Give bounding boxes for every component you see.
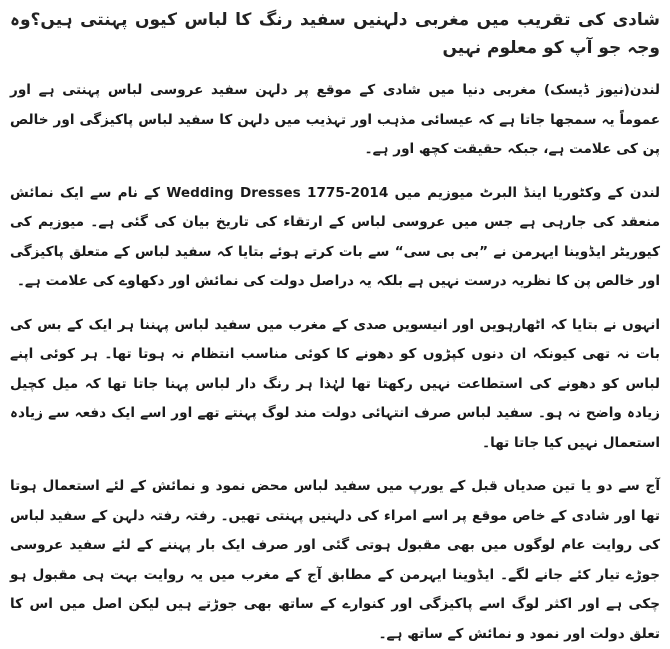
article-headline: شادی کی تقریب میں مغربی دلہنیں سفید رنگ کا لباس کیوں پہنتی ہیں؟وہ وجہ جو آپ کو معلوم نہیں (10, 10, 660, 58)
article-paragraph: انہوں نے بتایا کہ اٹھارہویں اور انیسویں صدی کے مغرب میں سفید لباس پہننا ہر ایک کے بس کی بات نہ تھی کیونکہ ان دنوں کپڑوں کو دھونے کا کوئی مناسب انتظام نہ ہوتا تھا۔ ہر کوئی اپنے لباس کو دھونے کی استطاعت نہیں رکھتا تھا لہٰذا ہر رنگ دار لباس پہنا جاتا تھا کہ میل کچیل زیادہ واضح نہ ہو۔ سفید لباس صرف انتہائی دولت مند لوگ پہنتے تھے اور اسے ایک دفعہ سے زیادہ استعمال نہیں کیا جاتا تھا۔ (10, 316, 660, 451)
article-paragraph: لندن(نیوز ڈیسک) مغربی دنیا میں شادی کے موقع پر دلہن سفید عروسی لباس پہنتی ہے اور عموماً یہ سمجھا جاتا ہے کہ عیسائی مذہب اور تہذیب میں دلہن کا سفید لباس پاکیزگی اور خالص پن کی علامت ہے، جبکہ حقیقت کچھ اور ہے۔ (10, 82, 660, 157)
article-paragraph: لندن کے وکٹوریا اینڈ البرٹ میوزیم میں Wedding Dresses 1775-2014 کے نام سے ایک نمائش منعقد کی جارہی ہے جس میں عروسی لباس کے ارتقاء کی تاریخ بیان کی گئی ہے۔ میوزیم کی کیوریٹر ایڈوینا ایہرمن نے ”بی بی سی“ سے بات کرتے ہوئے بتایا کہ سفید لباس کے متعلق پاکیزگی اور خالص پن کا نظریہ درست نہیں ہے بلکہ یہ دراصل دولت کی نمائش اور دکھاوے کی علامت ہے۔ (10, 184, 661, 289)
article-paragraph: آج سے دو یا تین صدیاں قبل کے یورپ میں سفید لباس محض نمود و نمائش کے لئے استعمال ہوتا تھا اور شادی کے خاص موقع پر اسے امراء کی دلہنیں پہنتی تھیں۔ رفتہ رفتہ دلہن کے سفید لباس کی روایت عام لوگوں میں بھی مقبول ہوتی گئی اور صرف ایک بار پہننے کے لئے سفید عروسی جوڑے تیار کئے جانے لگے۔ ایڈوینا ایہرمن کے مطابق آج کے مغرب میں یہ روایت بہت ہی مقبول ہو چکی ہے اور اکثر لوگ اسے پاکیزگی اور کنوارے کے ساتھ بھی جوڑتے ہیں لیکن اصل میں اس کا تعلق دولت اور نمود و نمائش کے ساتھ ہے۔ (10, 478, 660, 642)
article (10, 6, 661, 642)
